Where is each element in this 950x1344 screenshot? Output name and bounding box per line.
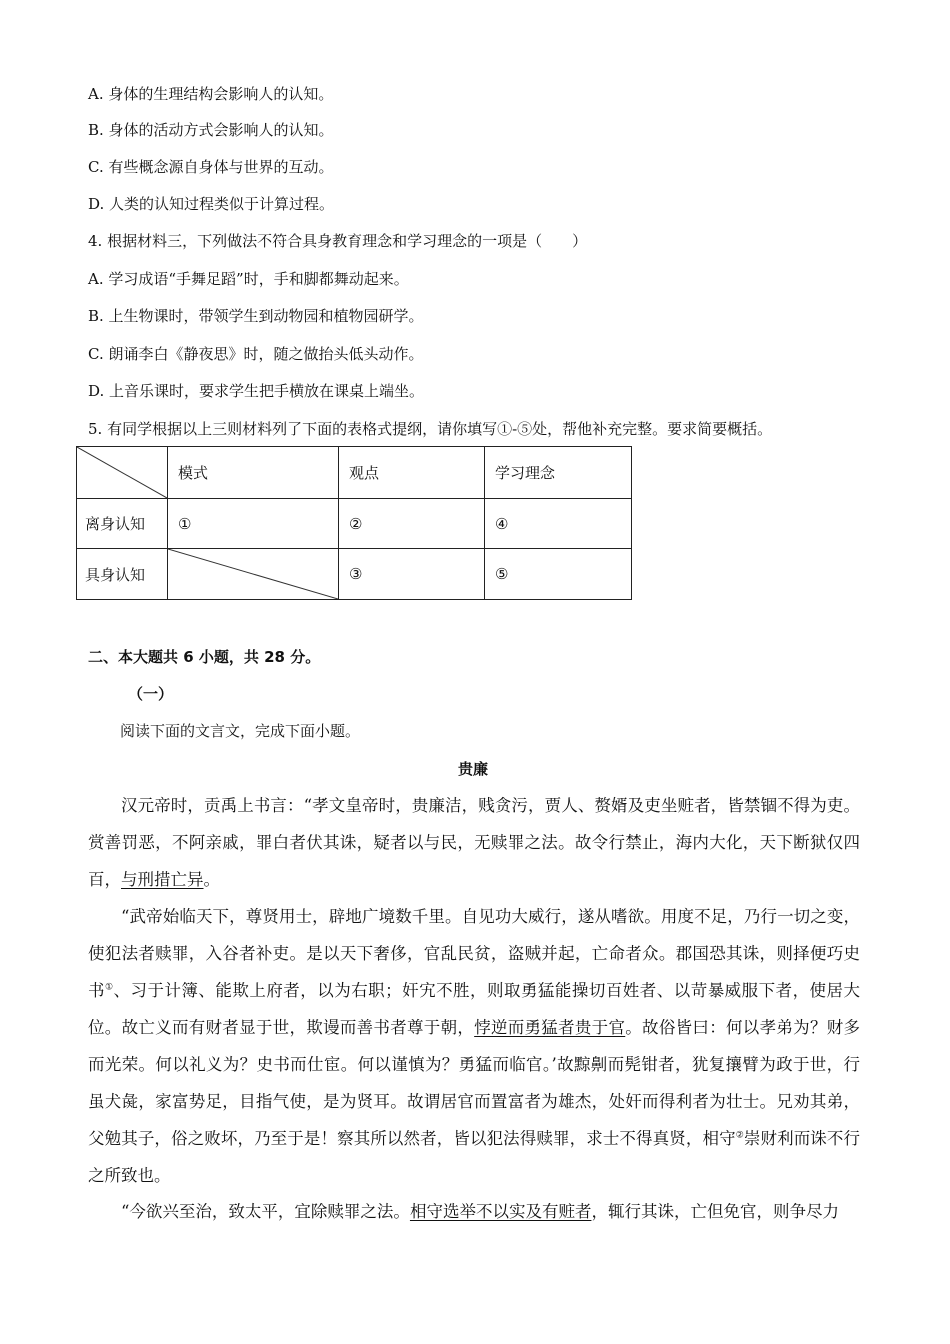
outline-table [76,446,632,600]
footnote-marker-1: ① [104,982,114,993]
paragraph-2-text-d: 崇财利而诛不行之所致也。 [88,1129,861,1185]
paragraph-3-text: “今欲兴至治，致太平，宜除赎罪之法。 [121,1202,410,1221]
header-viewpoint: 观点 [339,447,485,499]
cell-blank-3: ③ [339,549,485,600]
q3-option-d: D. 人类的认知过程类似于计算过程。 [88,195,335,213]
paragraph-2-text-a: “武帝始临天下，尊贤用士，辟地广境数千里。自见功大威行，遂从嗜欲。用度不足，乃行一切之变，使犯法者赎罪，入谷者补吏。是以天下奢侈，官乱民贫，盗贼并起，亡命者众。郡国恐其诛，则择便巧史书 [88,907,860,1000]
paragraph-3-end: ，辄行其诛，亡但免官，则争尽力 [591,1202,839,1221]
row-label-disembodied: 离身认知 [77,499,168,549]
passage-paragraph-1 [88,787,860,898]
paragraph-1-text: 汉元帝时，贡禹上书言：“孝文皇帝时，贵廉洁，贱贪污，贾人、赘婿及吏坐赃者，皆禁锢不得为吏。赏善罚恶，不阿亲戚，罪白者伏其诛，疑者以与民，无赎罪之法。故令行禁止，海内大化，天下断狱仅四百， [88,796,860,889]
footnote-marker-2: ② [735,1130,744,1141]
paragraph-2-text-b: 、习于计簿、能欺上府者，以为右职；奸宄不胜，则取勇猛能操切百姓者、以苛暴威服下者，使居大位。故亡义而有财者显于世，欺谩而善书者尊于朝， [88,981,861,1037]
q4-option-d: D. 上音乐课时，要求学生把手横放在课桌上端坐。 [88,382,425,400]
cell-empty-diagonal [168,549,339,600]
passage-paragraph-3 [88,1193,860,1230]
underlined-phrase-1: 与刑措亡异 [121,870,204,889]
row-label-embodied: 具身认知 [77,549,168,600]
header-mode: 模式 [168,447,339,499]
cell-blank-5: ⑤ [485,549,632,600]
cell-blank-2: ② [339,499,485,549]
q3-option-b: B. 身体的活动方式会影响人的认知。 [88,121,334,139]
q5-stem: 5. 有同学根据以上三则材料列了下面的表格式提纲，请你填写①-⑤处，帮他补充完整。要求简要概括。 [88,420,773,438]
corner-diagonal-line [77,447,167,498]
table-corner-cell [77,447,168,499]
paragraph-1-end: 。 [203,870,220,889]
underlined-phrase-3: 相守选举不以实及有赃者 [409,1202,592,1221]
section-heading: 二、本大题共 6 小题，共 28 分。 [88,648,321,666]
underlined-phrase-2: 悖逆而勇猛者贵于官 [474,1018,626,1037]
paragraph-2-text-c: 。故俗皆曰：何以孝弟为？财多而光荣。何以礼义为？史书而仕宦。何以谨慎为？勇猛而临官。’故黥劓而髡钳者，犹复攘臂为政于世，行虽犬彘，家富势足，目指气使，是为贤耳。故谓居官而置富者为雄杰，处奸而得利者为壮士。兄劝其弟，父勉其子，俗之败坏，乃至于是！察其所以然者，皆以犯法得赎罪，求士不得真贤，相守 [88,1018,861,1148]
cell-blank-4: ④ [485,499,632,549]
cell-blank-1: ① [168,499,339,549]
q4-stem: 4. 根据材料三，下列做法不符合具身教育理念和学习理念的一项是（ ） [88,232,588,250]
cell-diagonal-line [168,549,338,599]
passage-title: 贵廉 [458,760,489,778]
q3-option-a: A. 身体的生理结构会影响人的认知。 [88,85,334,103]
header-learning-concept: 学习理念 [485,447,632,499]
q4-option-b: B. 上生物课时，带领学生到动物园和植物园研学。 [88,307,424,325]
section-subheading: （一） [128,685,174,703]
reading-instruction: 阅读下面的文言文，完成下面小题。 [120,722,361,740]
q3-option-c: C. 有些概念源自身体与世界的互动。 [88,158,334,176]
q4-option-c: C. 朗诵李白《静夜思》时，随之做抬头低头动作。 [88,345,424,363]
q4-option-a: A. 学习成语“手舞足蹈”时，手和脚都舞动起来。 [88,270,409,288]
passage-paragraph-2 [88,898,860,1194]
